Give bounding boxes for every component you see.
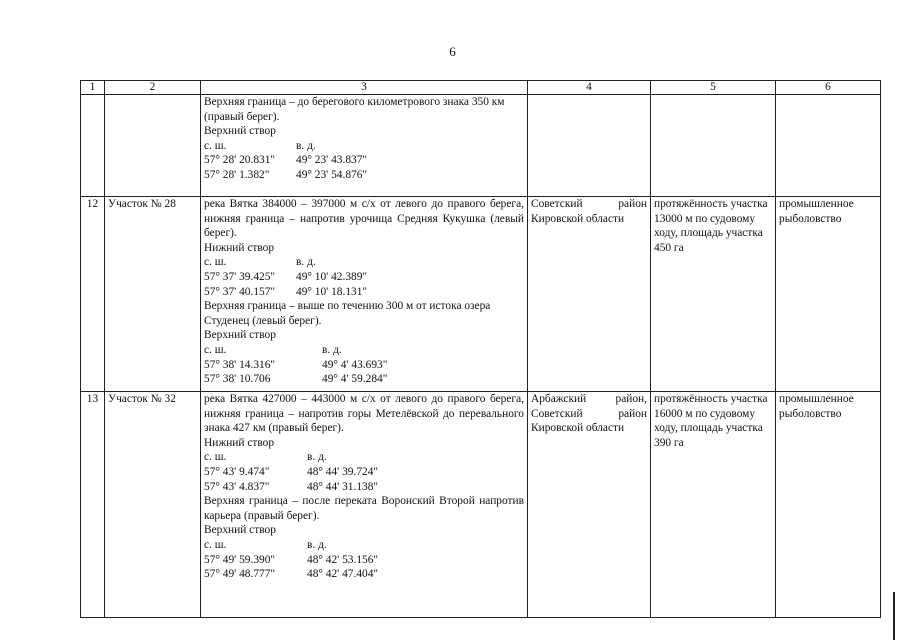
lower-boundary-text: река Вятка 384000 – 397000 м с/х от левого до правого берега, нижняя граница – напротив урочища Средняя Кукушка (левый берег). <box>204 198 524 240</box>
upper-section-label: Верхний створ <box>204 329 276 342</box>
coord-header: с. ш. в. д. <box>204 256 316 269</box>
cell-purpose: промышленное рыболовство <box>776 197 881 392</box>
coord-row: 57° 43' 4.837" 48° 44' 31.138" <box>204 480 379 493</box>
coord-row: 57° 28' 1.382" 49° 23' 54.876" <box>204 168 368 181</box>
page-number: 6 <box>449 44 456 59</box>
column-header: 3 <box>201 81 528 95</box>
lower-section-label: Нижний створ <box>204 436 275 449</box>
coord-row: 57° 38' 14.316" 49° 4' 43.693" <box>204 358 388 371</box>
cell-district: Советский район Кировской области <box>528 197 651 392</box>
cell-number: 13 <box>81 392 105 618</box>
table-header-row <box>81 81 881 95</box>
coord-row: 57° 38' 10.706 49° 4' 59.284" <box>204 373 388 386</box>
cell-name <box>105 95 201 197</box>
coord-header: с. ш. в. д. <box>204 343 342 356</box>
scan-edge-line <box>893 592 895 640</box>
upper-boundary-text: Верхняя граница – после переката Воронский Второй напротив карьера (правый берег). <box>204 495 524 522</box>
table-row-12 <box>81 197 881 392</box>
column-header: 4 <box>528 81 651 95</box>
column-header: 2 <box>105 81 201 95</box>
lower-section-label: Нижний створ <box>204 241 275 254</box>
cell-purpose: промышленное рыболовство <box>776 392 881 618</box>
lower-boundary-text: река Вятка 427000 – 443000 м с/х от левого до правого берега, нижняя граница – напротив горы Метелёвской до перевального знака 427 км (правый берег). <box>204 393 524 435</box>
upper-boundary-text: Верхняя граница – выше по течению 300 м от истока озера Студенец (левый берег). <box>204 300 491 327</box>
upper-section-label: Верхний створ <box>204 125 276 138</box>
column-header: 5 <box>651 81 776 95</box>
cell-district: Арбажский район, Советский район Кировской области <box>528 392 651 618</box>
coord-header: с. ш. в. д. <box>204 139 316 152</box>
cell-extent: протяжённость участка 13000 м по судовому ходу, площадь участка 450 га <box>651 197 776 392</box>
cell-extent: протяжённость участка 16000 м по судовому ходу, площадь участка 390 га <box>651 392 776 618</box>
coord-row: 57° 43' 9.474" 48° 44' 39.724" <box>204 465 379 478</box>
cell-description <box>201 197 528 392</box>
cell-district <box>528 95 651 197</box>
coord-row: 57° 49' 59.390" 48° 42' 53.156" <box>204 553 379 566</box>
upper-boundary-text: Верхняя граница – до берегового километрового знака 350 км (правый берег). <box>204 96 505 123</box>
coord-row: 57° 49' 48.777" 48° 42' 47.404" <box>204 568 379 581</box>
cell-name: Участок № 28 <box>105 197 201 392</box>
coord-row: 57° 28' 20.831" 49° 23' 43.837" <box>204 154 368 167</box>
cell-purpose <box>776 95 881 197</box>
coord-header: с. ш. в. д. <box>204 538 327 551</box>
cell-name: Участок № 32 <box>105 392 201 618</box>
table-row-13 <box>81 392 881 618</box>
cell-number <box>81 95 105 197</box>
table-row-continuation <box>81 95 881 197</box>
cell-description <box>201 95 528 197</box>
coord-row: 57° 37' 40.157" 49° 10' 18.131" <box>204 285 368 298</box>
cell-extent <box>651 95 776 197</box>
upper-section-label: Верхний створ <box>204 524 276 537</box>
coord-header: с. ш. в. д. <box>204 451 327 464</box>
cell-number: 12 <box>81 197 105 392</box>
column-header: 6 <box>776 81 881 95</box>
column-header: 1 <box>81 81 105 95</box>
coord-row: 57° 37' 39.425" 49° 10' 42.389" <box>204 270 368 283</box>
fishing-areas-table <box>80 80 881 618</box>
cell-description <box>201 392 528 618</box>
